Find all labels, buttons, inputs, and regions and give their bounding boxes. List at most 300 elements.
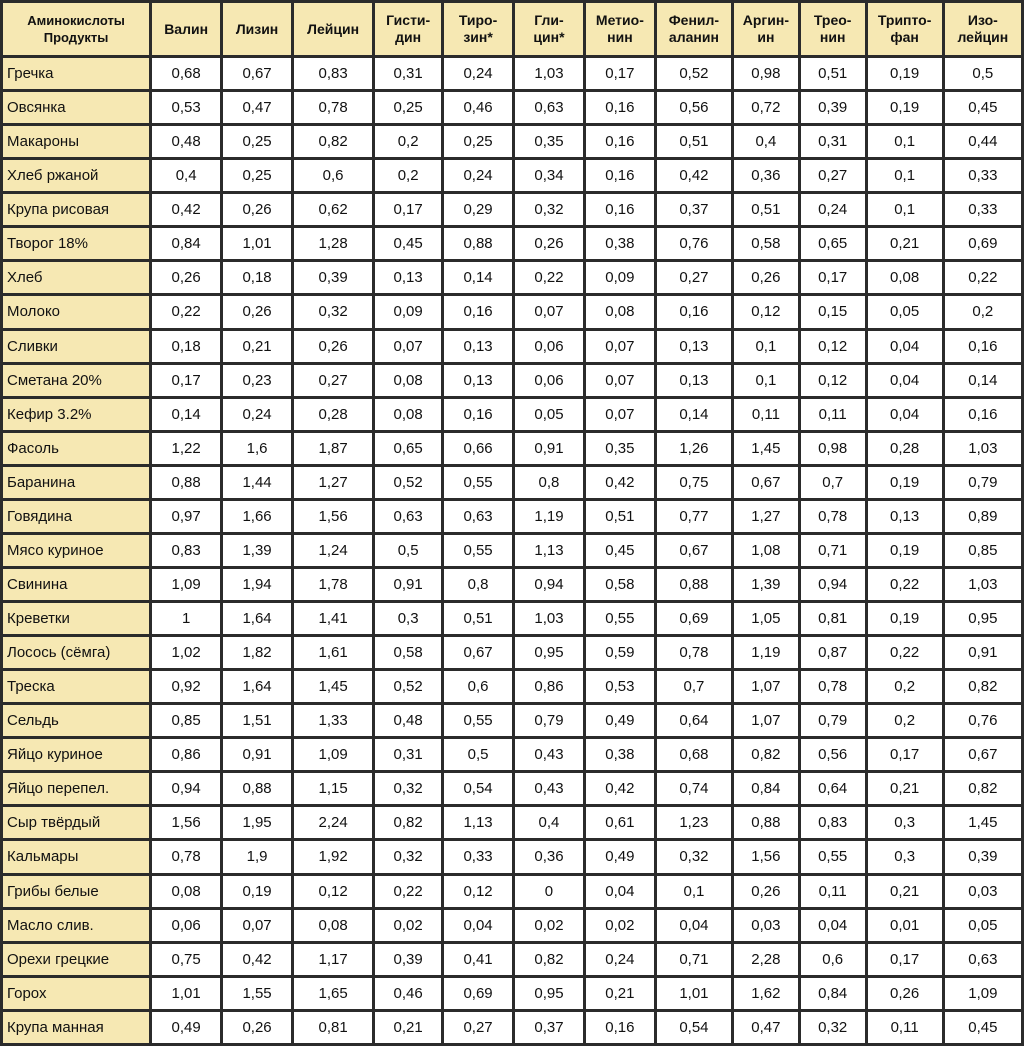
value-cell: 0,13 (444, 365, 512, 396)
value-cell: 0,86 (152, 739, 220, 770)
value-cell: 0,16 (586, 1012, 654, 1043)
value-cell: 0,45 (375, 228, 441, 259)
value-cell: 0,91 (945, 637, 1021, 668)
value-cell: 0,22 (868, 637, 942, 668)
value-cell: 0,21 (868, 876, 942, 907)
value-cell: 0,26 (223, 194, 291, 225)
value-cell: 0,7 (801, 467, 865, 498)
table-row (3, 603, 1021, 634)
value-cell: 0,88 (223, 773, 291, 804)
value-cell: 0,39 (801, 92, 865, 123)
value-cell: 0,88 (734, 807, 798, 838)
value-cell: 0,66 (444, 433, 512, 464)
value-cell: 0,27 (294, 365, 372, 396)
value-cell: 0,15 (801, 296, 865, 327)
value-cell: 0,98 (734, 58, 798, 89)
value-cell: 1,27 (734, 501, 798, 532)
value-cell: 0,78 (801, 671, 865, 702)
value-cell: 0,58 (375, 637, 441, 668)
value-cell: 0,84 (734, 773, 798, 804)
value-cell: 0,85 (152, 705, 220, 736)
product-name-cell: Треска (3, 671, 149, 702)
value-cell: 0,24 (223, 399, 291, 430)
table-row (3, 671, 1021, 702)
value-cell: 0,13 (657, 365, 731, 396)
table-row (3, 978, 1021, 1009)
table-row (3, 944, 1021, 975)
value-cell: 1,56 (152, 807, 220, 838)
value-cell: 0,1 (734, 331, 798, 362)
value-cell: 0,32 (801, 1012, 865, 1043)
value-cell: 0,31 (375, 58, 441, 89)
value-cell: 0,07 (515, 296, 583, 327)
table-row (3, 535, 1021, 566)
value-cell: 1 (152, 603, 220, 634)
value-cell: 1,07 (734, 705, 798, 736)
product-name-cell: Хлеб (3, 262, 149, 293)
value-cell: 0,53 (586, 671, 654, 702)
value-cell: 1,03 (945, 569, 1021, 600)
product-name-cell: Сливки (3, 331, 149, 362)
value-cell: 0,04 (868, 399, 942, 430)
value-cell: 1,45 (734, 433, 798, 464)
product-name-cell: Яйцо куриное (3, 739, 149, 770)
value-cell: 0,47 (223, 92, 291, 123)
value-cell: 0,74 (657, 773, 731, 804)
value-cell: 0,42 (586, 467, 654, 498)
value-cell: 1,94 (223, 569, 291, 600)
product-name-cell: Орехи грецкие (3, 944, 149, 975)
value-cell: 0,51 (801, 58, 865, 89)
value-cell: 0,78 (152, 841, 220, 872)
value-cell: 0,53 (152, 92, 220, 123)
value-cell: 0,98 (801, 433, 865, 464)
value-cell: 0,23 (223, 365, 291, 396)
value-cell: 0,16 (945, 331, 1021, 362)
value-cell: 0,76 (657, 228, 731, 259)
column-header: Лейцин (294, 3, 372, 55)
value-cell: 0,37 (657, 194, 731, 225)
value-cell: 0,03 (734, 910, 798, 941)
header-row (3, 3, 1021, 55)
value-cell: 0,1 (734, 365, 798, 396)
value-cell: 1,55 (223, 978, 291, 1009)
table-row (3, 773, 1021, 804)
value-cell: 0,19 (868, 58, 942, 89)
value-cell: 1,41 (294, 603, 372, 634)
value-cell: 0,3 (868, 807, 942, 838)
value-cell: 1,33 (294, 705, 372, 736)
value-cell: 0,12 (801, 365, 865, 396)
product-name-cell: Овсянка (3, 92, 149, 123)
value-cell: 0,13 (868, 501, 942, 532)
value-cell: 0,75 (152, 944, 220, 975)
value-cell: 1,9 (223, 841, 291, 872)
value-cell: 0,63 (444, 501, 512, 532)
product-name-cell: Грибы белые (3, 876, 149, 907)
value-cell: 0,91 (223, 739, 291, 770)
value-cell: 0,36 (515, 841, 583, 872)
value-cell: 0,25 (375, 92, 441, 123)
value-cell: 0,79 (801, 705, 865, 736)
value-cell: 0,08 (294, 910, 372, 941)
table-row (3, 910, 1021, 941)
product-name-cell: Сельдь (3, 705, 149, 736)
value-cell: 0,25 (223, 160, 291, 191)
value-cell: 0,05 (945, 910, 1021, 941)
table-row (3, 739, 1021, 770)
value-cell: 1,39 (223, 535, 291, 566)
value-cell: 0,04 (586, 876, 654, 907)
value-cell: 0,26 (734, 876, 798, 907)
value-cell: 0,21 (868, 228, 942, 259)
column-header: Тиро- зин* (444, 3, 512, 55)
value-cell: 0,35 (586, 433, 654, 464)
table-row (3, 705, 1021, 736)
value-cell: 0,4 (734, 126, 798, 157)
value-cell: 1,65 (294, 978, 372, 1009)
value-cell: 0,08 (152, 876, 220, 907)
value-cell: 0,75 (657, 467, 731, 498)
value-cell: 0,64 (657, 705, 731, 736)
value-cell: 0,09 (586, 262, 654, 293)
value-cell: 0,14 (444, 262, 512, 293)
table-row (3, 569, 1021, 600)
value-cell: 0,88 (444, 228, 512, 259)
value-cell: 0,71 (801, 535, 865, 566)
value-cell: 0,02 (515, 910, 583, 941)
value-cell: 0,42 (223, 944, 291, 975)
value-cell: 0,69 (444, 978, 512, 1009)
value-cell: 0,19 (223, 876, 291, 907)
table-row (3, 399, 1021, 430)
value-cell: 0,1 (868, 160, 942, 191)
value-cell: 0,41 (444, 944, 512, 975)
column-header: Фенил- аланин (657, 3, 731, 55)
table-row (3, 841, 1021, 872)
value-cell: 0,14 (657, 399, 731, 430)
value-cell: 0,19 (868, 603, 942, 634)
value-cell: 1,09 (945, 978, 1021, 1009)
table-row (3, 807, 1021, 838)
value-cell: 0,04 (444, 910, 512, 941)
value-cell: 0,71 (657, 944, 731, 975)
value-cell: 0,2 (868, 671, 942, 702)
value-cell: 0,56 (657, 92, 731, 123)
value-cell: 0,21 (375, 1012, 441, 1043)
value-cell: 0,58 (734, 228, 798, 259)
table-row (3, 637, 1021, 668)
value-cell: 0,61 (586, 807, 654, 838)
table-row (3, 58, 1021, 89)
value-cell: 0,14 (152, 399, 220, 430)
value-cell: 0,16 (657, 296, 731, 327)
value-cell: 0,55 (444, 467, 512, 498)
value-cell: 0,76 (945, 705, 1021, 736)
value-cell: 0,79 (515, 705, 583, 736)
value-cell: 0,16 (586, 194, 654, 225)
value-cell: 0,87 (801, 637, 865, 668)
value-cell: 0,6 (801, 944, 865, 975)
value-cell: 0,49 (152, 1012, 220, 1043)
value-cell: 0,06 (515, 365, 583, 396)
value-cell: 0,54 (657, 1012, 731, 1043)
value-cell: 0,31 (801, 126, 865, 157)
product-name-cell: Крупа манная (3, 1012, 149, 1043)
column-header: Аргин- ин (734, 3, 798, 55)
value-cell: 0,22 (945, 262, 1021, 293)
value-cell: 1,56 (294, 501, 372, 532)
value-cell: 1,66 (223, 501, 291, 532)
value-cell: 0,35 (515, 126, 583, 157)
value-cell: 0,06 (515, 331, 583, 362)
value-cell: 0,21 (223, 331, 291, 362)
value-cell: 1,01 (223, 228, 291, 259)
value-cell: 1,03 (515, 603, 583, 634)
table-row (3, 433, 1021, 464)
value-cell: 0,16 (586, 126, 654, 157)
value-cell: 0,14 (945, 365, 1021, 396)
value-cell: 0,08 (375, 365, 441, 396)
value-cell: 0,68 (152, 58, 220, 89)
value-cell: 0,94 (801, 569, 865, 600)
value-cell: 0,51 (734, 194, 798, 225)
value-cell: 0,69 (945, 228, 1021, 259)
column-header: Метио- нин (586, 3, 654, 55)
value-cell: 0,82 (294, 126, 372, 157)
value-cell: 0,26 (223, 1012, 291, 1043)
value-cell: 0,89 (945, 501, 1021, 532)
value-cell: 0,26 (152, 262, 220, 293)
value-cell: 0,56 (801, 739, 865, 770)
value-cell: 0,88 (152, 467, 220, 498)
table-row (3, 1012, 1021, 1043)
value-cell: 2,24 (294, 807, 372, 838)
value-cell: 0,8 (444, 569, 512, 600)
value-cell: 0,33 (444, 841, 512, 872)
value-cell: 0,38 (586, 739, 654, 770)
value-cell: 0,31 (375, 739, 441, 770)
product-name-cell: Крупа рисовая (3, 194, 149, 225)
value-cell: 0,43 (515, 773, 583, 804)
value-cell: 0,07 (375, 331, 441, 362)
value-cell: 1,09 (294, 739, 372, 770)
value-cell: 0,17 (375, 194, 441, 225)
value-cell: 0,43 (515, 739, 583, 770)
value-cell: 0,1 (868, 126, 942, 157)
value-cell: 1,61 (294, 637, 372, 668)
value-cell: 0,51 (444, 603, 512, 634)
value-cell: 0,42 (586, 773, 654, 804)
value-cell: 0,82 (734, 739, 798, 770)
value-cell: 0,11 (801, 399, 865, 430)
product-name-cell: Сметана 20% (3, 365, 149, 396)
product-name-cell: Масло слив. (3, 910, 149, 941)
value-cell: 0,08 (586, 296, 654, 327)
value-cell: 0,11 (801, 876, 865, 907)
value-cell: 0,67 (444, 637, 512, 668)
value-cell: 0,45 (945, 92, 1021, 123)
table-row (3, 365, 1021, 396)
value-cell: 0,81 (801, 603, 865, 634)
value-cell: 1,82 (223, 637, 291, 668)
value-cell: 0,78 (801, 501, 865, 532)
value-cell: 0,42 (152, 194, 220, 225)
value-cell: 0,55 (444, 535, 512, 566)
value-cell: 0,16 (945, 399, 1021, 430)
table-row (3, 467, 1021, 498)
product-name-cell: Молоко (3, 296, 149, 327)
product-name-cell: Сыр твёрдый (3, 807, 149, 838)
value-cell: 0 (515, 876, 583, 907)
value-cell: 0,24 (444, 160, 512, 191)
value-cell: 0,17 (868, 739, 942, 770)
product-name-cell: Гречка (3, 58, 149, 89)
table-row (3, 160, 1021, 191)
value-cell: 0,12 (294, 876, 372, 907)
value-cell: 0,12 (444, 876, 512, 907)
value-cell: 0,82 (945, 671, 1021, 702)
value-cell: 1,26 (657, 433, 731, 464)
value-cell: 0,33 (945, 160, 1021, 191)
value-cell: 0,21 (868, 773, 942, 804)
value-cell: 1,13 (515, 535, 583, 566)
value-cell: 0,07 (586, 399, 654, 430)
value-cell: 0,2 (375, 160, 441, 191)
value-cell: 0,22 (868, 569, 942, 600)
value-cell: 0,68 (657, 739, 731, 770)
value-cell: 0,95 (515, 978, 583, 1009)
value-cell: 0,26 (294, 331, 372, 362)
value-cell: 1,39 (734, 569, 798, 600)
value-cell: 0,37 (515, 1012, 583, 1043)
value-cell: 1,05 (734, 603, 798, 634)
value-cell: 0,28 (868, 433, 942, 464)
product-name-cell: Хлеб ржаной (3, 160, 149, 191)
value-cell: 0,26 (515, 228, 583, 259)
value-cell: 0,44 (945, 126, 1021, 157)
value-cell: 0,63 (515, 92, 583, 123)
value-cell: 0,34 (515, 160, 583, 191)
value-cell: 0,95 (945, 603, 1021, 634)
value-cell: 0,65 (375, 433, 441, 464)
value-cell: 0,16 (444, 296, 512, 327)
value-cell: 0,79 (945, 467, 1021, 498)
column-header: Гисти- дин (375, 3, 441, 55)
value-cell: 0,22 (152, 296, 220, 327)
value-cell: 0,07 (586, 365, 654, 396)
value-cell: 0,55 (801, 841, 865, 872)
value-cell: 0,04 (868, 365, 942, 396)
value-cell: 0,16 (586, 92, 654, 123)
value-cell: 0,67 (657, 535, 731, 566)
value-cell: 1,03 (515, 58, 583, 89)
value-cell: 0,17 (868, 944, 942, 975)
value-cell: 1,19 (734, 637, 798, 668)
value-cell: 0,52 (657, 58, 731, 89)
value-cell: 0,24 (801, 194, 865, 225)
value-cell: 0,28 (294, 399, 372, 430)
value-cell: 0,1 (868, 194, 942, 225)
value-cell: 0,12 (801, 331, 865, 362)
value-cell: 0,63 (375, 501, 441, 532)
value-cell: 0,94 (152, 773, 220, 804)
value-cell: 0,94 (515, 569, 583, 600)
value-cell: 0,22 (515, 262, 583, 293)
value-cell: 0,55 (586, 603, 654, 634)
column-header: Изо- лейцин (945, 3, 1021, 55)
table-row (3, 296, 1021, 327)
table-row (3, 194, 1021, 225)
value-cell: 0,64 (801, 773, 865, 804)
value-cell: 0,6 (444, 671, 512, 702)
value-cell: 1,22 (152, 433, 220, 464)
value-cell: 0,46 (444, 92, 512, 123)
product-name-cell: Яйцо перепел. (3, 773, 149, 804)
column-header: Трео- нин (801, 3, 865, 55)
value-cell: 0,12 (734, 296, 798, 327)
value-cell: 0,13 (657, 331, 731, 362)
value-cell: 1,78 (294, 569, 372, 600)
column-header: Валин (152, 3, 220, 55)
value-cell: 0,08 (375, 399, 441, 430)
value-cell: 0,65 (801, 228, 865, 259)
value-cell: 0,2 (945, 296, 1021, 327)
value-cell: 0,42 (657, 160, 731, 191)
value-cell: 0,3 (375, 603, 441, 634)
value-cell: 0,78 (657, 637, 731, 668)
value-cell: 0,33 (945, 194, 1021, 225)
value-cell: 0,32 (515, 194, 583, 225)
value-cell: 0,02 (586, 910, 654, 941)
value-cell: 0,67 (734, 467, 798, 498)
column-header: Гли- цин* (515, 3, 583, 55)
value-cell: 0,48 (152, 126, 220, 157)
table-row (3, 92, 1021, 123)
value-cell: 1,95 (223, 807, 291, 838)
value-cell: 0,8 (515, 467, 583, 498)
column-header: Лизин (223, 3, 291, 55)
value-cell: 0,46 (375, 978, 441, 1009)
value-cell: 0,07 (586, 331, 654, 362)
product-name-cell: Фасоль (3, 433, 149, 464)
value-cell: 0,92 (152, 671, 220, 702)
value-cell: 0,18 (223, 262, 291, 293)
value-cell: 0,21 (586, 978, 654, 1009)
value-cell: 0,39 (294, 262, 372, 293)
value-cell: 1,02 (152, 637, 220, 668)
value-cell: 1,09 (152, 569, 220, 600)
value-cell: 0,32 (294, 296, 372, 327)
value-cell: 0,01 (868, 910, 942, 941)
value-cell: 0,2 (868, 705, 942, 736)
value-cell: 0,6 (294, 160, 372, 191)
value-cell: 0,85 (945, 535, 1021, 566)
value-cell: 0,97 (152, 501, 220, 532)
value-cell: 0,24 (444, 58, 512, 89)
table-row (3, 262, 1021, 293)
value-cell: 0,18 (152, 331, 220, 362)
value-cell: 0,83 (152, 535, 220, 566)
value-cell: 0,5 (444, 739, 512, 770)
table-row (3, 876, 1021, 907)
value-cell: 0,67 (945, 739, 1021, 770)
value-cell: 0,13 (375, 262, 441, 293)
value-cell: 1,62 (734, 978, 798, 1009)
value-cell: 0,7 (657, 671, 731, 702)
value-cell: 0,77 (657, 501, 731, 532)
product-name-cell: Макароны (3, 126, 149, 157)
